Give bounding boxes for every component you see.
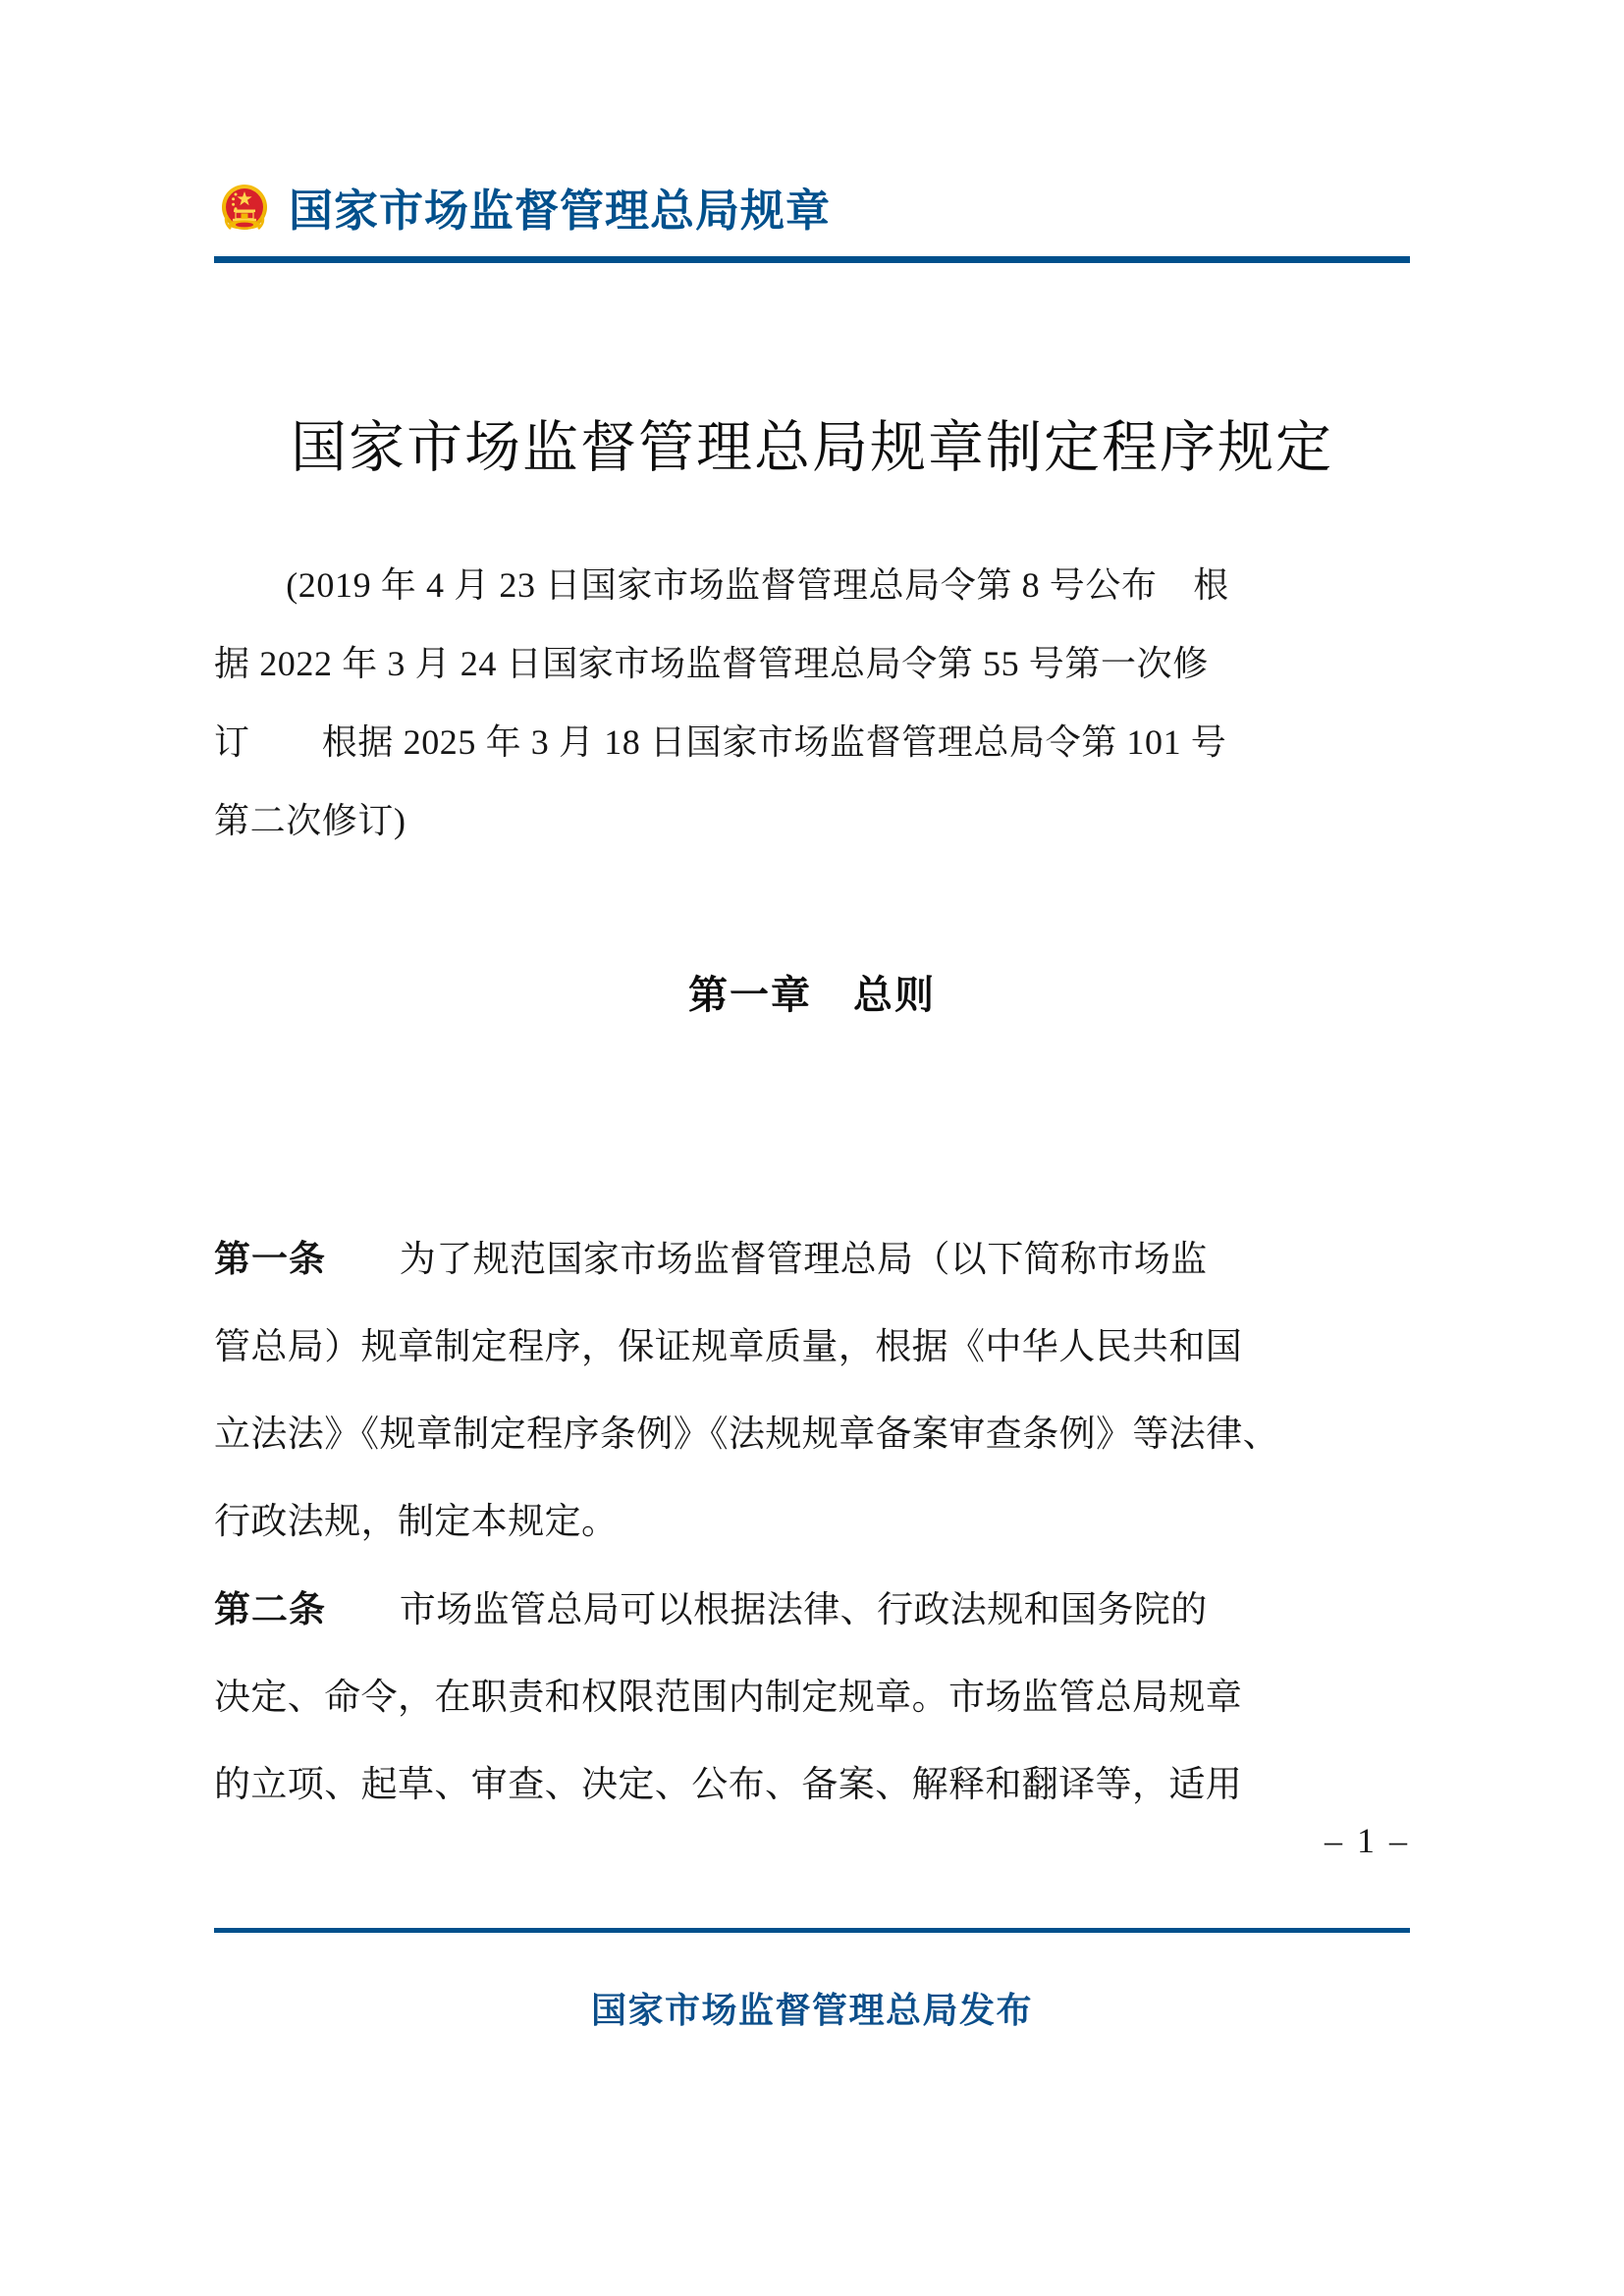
article-number: 第一条 [214, 1239, 326, 1279]
promulgation-line: (2019 年 4 月 23 日国家市场监督管理总局令第 8 号公布 根 [214, 565, 1229, 605]
article-text: 管总局）规章制定程序，保证规章质量，根据《中华人民共和国 [214, 1327, 1243, 1367]
chapter-heading: 第一章 总则 [688, 974, 936, 1017]
header-title: 国家市场监督管理总局规章 [289, 185, 832, 236]
promulgation-line: 第二次修订) [214, 801, 406, 840]
page-title: 国家市场监督管理总局规章制定程序规定 [291, 416, 1333, 479]
document-body [214, 1215, 1410, 1829]
article-number: 第二条 [214, 1589, 326, 1629]
article-text: 行政法规，制定本规定。 [214, 1502, 619, 1542]
footer-publisher: 国家市场监督管理总局发布 [590, 1990, 1033, 2030]
article-text: 市场监管总局可以根据法律、行政法规和国务院的 [326, 1590, 1208, 1630]
article-text: 立法法》《规章制定程序条例》《法规规章备案审查条例》等法律、 [214, 1415, 1279, 1455]
page-number: – 1 – [1325, 1821, 1410, 1860]
header-divider-rule [214, 256, 1410, 263]
national-emblem-icon [214, 180, 275, 240]
document-header [214, 173, 1410, 247]
article-block [214, 1566, 1410, 1829]
promulgation-line: 据 2022 年 3 月 24 日国家市场监督管理总局令第 55 号第一次修 [214, 644, 1209, 683]
article-block [214, 1215, 1410, 1566]
footer-divider-rule [214, 1928, 1410, 1933]
article-first-line [214, 1566, 1410, 1654]
promulgation-block [214, 546, 1410, 860]
article-first-line [214, 1215, 1410, 1304]
article-text: 的立项、起草、审查、决定、公布、备案、解释和翻译等，适用 [214, 1765, 1243, 1805]
promulgation-line: 订 根据 2025 年 3 月 18 日国家市场监督管理总局令第 101 号 [214, 722, 1227, 762]
article-text: 决定、命令，在职责和权限范围内制定规章。市场监管总局规章 [214, 1678, 1243, 1718]
article-text: 为了规范国家市场监督管理总局（以下简称市场监 [326, 1240, 1208, 1280]
